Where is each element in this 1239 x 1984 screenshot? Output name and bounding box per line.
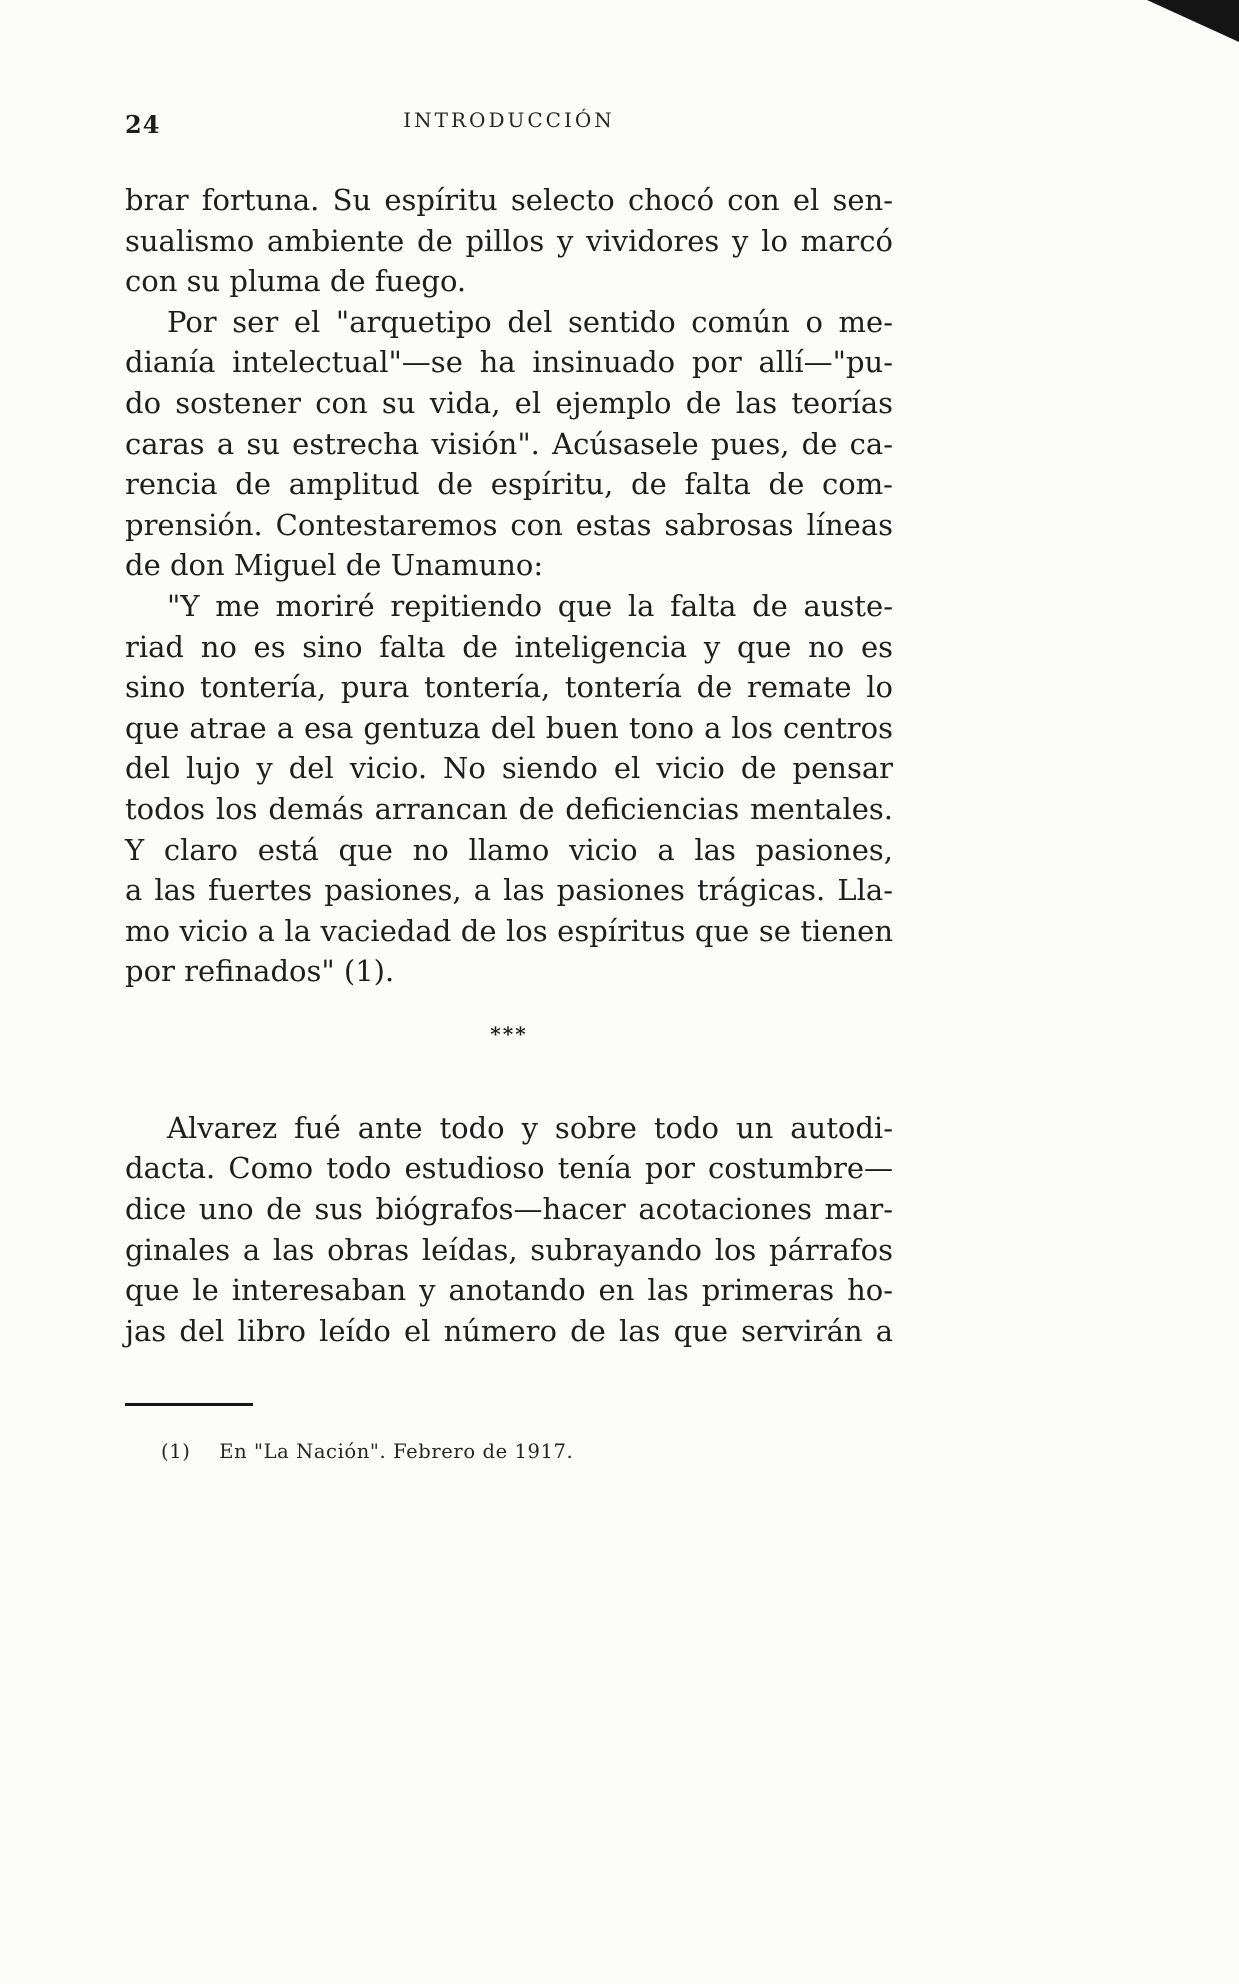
text-line: "Y me moriré repitiendo que la falta de auste- xyxy=(167,588,893,623)
footnote xyxy=(125,1440,893,1463)
text-line: do sostener con su vida, el ejemplo de las teorías xyxy=(125,385,893,420)
paragraph-3 xyxy=(125,586,893,992)
text-line: dice uno de sus biógrafos—hacer acotaciones mar- xyxy=(125,1192,893,1227)
paragraph-1 xyxy=(125,180,893,302)
text-line: prensión. Contestaremos con estas sabrosas líneas xyxy=(125,507,893,542)
body-text xyxy=(125,180,893,1351)
text-line: a las fuertes pasiones, a las pasiones trágicas. Lla- xyxy=(125,873,893,908)
text-line: de don Miguel de Unamuno: xyxy=(125,548,544,583)
text-line: del lujo y del vicio. No siendo el vicio de pensar xyxy=(125,751,893,786)
text-line: rencia de amplitud de espíritu, de falta de com- xyxy=(125,467,893,502)
section-separator-ornament: *** xyxy=(490,1021,528,1046)
text-line: Por ser el "arquetipo del sentido común o me- xyxy=(167,304,893,339)
paragraph-2 xyxy=(125,302,893,586)
page-header xyxy=(125,108,893,140)
text-line: ginales a las obras leídas, subrayando los párrafos xyxy=(125,1232,893,1267)
footnote-rule xyxy=(125,1403,253,1406)
text-line: dacta. Como todo estudioso tenía por costumbre— xyxy=(125,1151,893,1186)
footnote-marker: (1) xyxy=(161,1440,191,1464)
running-header: INTRODUCCIÓN xyxy=(403,108,615,132)
text-line: sino tontería, pura tontería, tontería de remate lo xyxy=(125,670,893,705)
text-line: mo vicio a la vaciedad de los espíritus que se tienen xyxy=(125,913,893,948)
text-line: Alvarez fué ante todo y sobre todo un autodi- xyxy=(167,1110,893,1145)
text-line: riad no es sino falta de inteligencia y que no es xyxy=(125,629,893,664)
text-line: por refinados" (1). xyxy=(125,954,395,989)
paragraph-4 xyxy=(125,1108,893,1352)
page-number: 24 xyxy=(125,110,161,139)
footnote-text: En "La Nación". Febrero de 1917. xyxy=(219,1440,574,1464)
text-line: todos los demás arrancan de deficiencias mentales. xyxy=(125,791,893,826)
text-block xyxy=(125,0,893,1463)
page-corner-artifact xyxy=(1147,0,1239,42)
text-line: caras a su estrecha visión". Acúsasele pues, de ca- xyxy=(125,426,893,461)
text-line: dianía intelectual"—se ha insinuado por allí—"pu- xyxy=(125,345,893,380)
text-line: que atrae a esa gentuza del buen tono a los centros xyxy=(125,710,893,745)
text-line: jas del libro leído el número de las que servirán a xyxy=(125,1313,893,1348)
text-line: Y claro está que no llamo vicio a las pasiones, xyxy=(125,832,893,867)
text-line: que le interesaban y anotando en las primeras ho- xyxy=(125,1273,893,1308)
text-line: con su pluma de fuego. xyxy=(125,264,467,299)
text-line: sualismo ambiente de pillos y vividores y lo marcó xyxy=(125,223,893,258)
text-line: brar fortuna. Su espíritu selecto chocó con el sen- xyxy=(125,183,893,217)
